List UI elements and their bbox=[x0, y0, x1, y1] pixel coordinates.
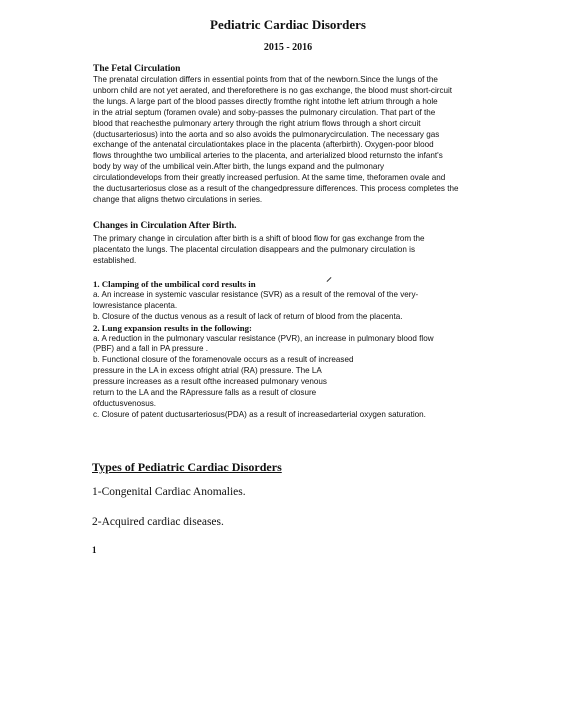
types-item: 2-Acquired cardiac diseases. bbox=[92, 516, 224, 528]
list-subitem: c. Closure of patent ductusarteriosus(PDA) as a result of increasedarterial oxygen saturation. bbox=[93, 409, 426, 419]
paragraph-line: blood that reachesthe pulmonary artery through the right atrium flows through a short circuit bbox=[93, 118, 421, 128]
paragraph-line: placentato the lungs. The placental circulation disappears and the pulmonary circulation is bbox=[93, 244, 415, 254]
section-heading: The Fetal Circulation bbox=[93, 64, 181, 74]
list-subitem: return to the LA and the RApressure falls as a result of closure bbox=[93, 388, 317, 398]
list-subitem: a. An increase in systemic vascular resistance (SVR) as a result of the removal of the very- bbox=[93, 289, 419, 299]
page-title: Pediatric Cardiac Disorders bbox=[210, 17, 366, 32]
list-subitem: ofductusvenosus. bbox=[93, 398, 156, 408]
page-number: 1 bbox=[92, 545, 97, 555]
paragraph-line: unborn child are not yet aerated, and thereforethere is no gas exchange, the blood must short-circuit bbox=[93, 85, 453, 95]
paragraph-line: established. bbox=[93, 255, 137, 265]
changes-heading-block bbox=[93, 221, 493, 232]
list-subitem: b. Closure of the ductus venous as a result of lack of return of blood from the placenta. bbox=[93, 311, 403, 321]
paragraph-line: in the atrial septum (foramen ovale) and soby-passes the pulmonary circulation. That part of the bbox=[93, 107, 436, 117]
paragraph-line: body by way of the umbilical vein.After birth, the lungs expand and the pulmonary bbox=[93, 162, 385, 172]
numbered-list bbox=[93, 279, 493, 421]
paragraph-line: The prenatal circulation differs in essential points from that of the newborn.Since the lungs of the bbox=[93, 75, 438, 84]
list-subitem: b. Functional closure of the foramenovale occurs as a result of increased bbox=[93, 355, 354, 365]
changes-paragraph bbox=[93, 234, 493, 267]
paragraph-line: the lungs. A large part of the blood passes directly fromthe right intothe left atrium through a hole bbox=[93, 96, 438, 106]
list-subitem: a. A reduction in the pulmonary vascular resistance (PVR), an increase in pulmonary blood flow bbox=[93, 333, 434, 343]
list-item-heading: 2. Lung expansion results in the following: bbox=[93, 322, 252, 333]
paragraph-line: (ductusarteriosus) into the aorta and so also avoids the pulmonarycirculation. The necessary gas bbox=[93, 129, 440, 139]
fetal-circulation-paragraph bbox=[93, 75, 493, 206]
list-item-heading: 1. Clamping of the umbilical cord results in bbox=[93, 279, 256, 289]
types-heading: Types of Pediatric Cardiac Disorders bbox=[92, 460, 282, 474]
types-item: 1-Congenital Cardiac Anomalies. bbox=[92, 486, 246, 498]
paragraph-line: exchange of the antenatal circulationtakes place in the placenta (afterbirth). Oxygen-poor blood bbox=[93, 140, 434, 150]
fetal-circulation-heading bbox=[93, 64, 493, 75]
section-heading: Changes in Circulation After Birth. bbox=[93, 221, 237, 231]
list-subitem: pressure in the LA in excess ofright atrial (RA) pressure. The LA bbox=[93, 366, 322, 376]
academic-years: 2015 - 2016 bbox=[263, 42, 313, 53]
paragraph-line: change that aligns thetwo circulations in series. bbox=[93, 194, 263, 204]
paragraph-line: The primary change in circulation after birth is a shift of blood flow for gas exchange from the bbox=[93, 234, 425, 243]
paragraph-line: the ductusarteriosus close as a result of the changedpressure differences. This process completes the bbox=[93, 184, 459, 194]
list-subitem: pressure increases as a result ofthe increased pulmonary venous bbox=[93, 377, 327, 387]
paragraph-line: flows throughthe two umbilical arteries to the placenta, and arterialized blood returnsto the infant's bbox=[93, 151, 443, 161]
paragraph-line: circulationdevelops from their greatly increased perfusion. At the same time, theforamen ovale and bbox=[93, 173, 446, 183]
list-subitem: lowresistance placenta. bbox=[93, 300, 178, 310]
list-subitem: (PBF) and a fall in PA pressure . bbox=[93, 344, 209, 354]
